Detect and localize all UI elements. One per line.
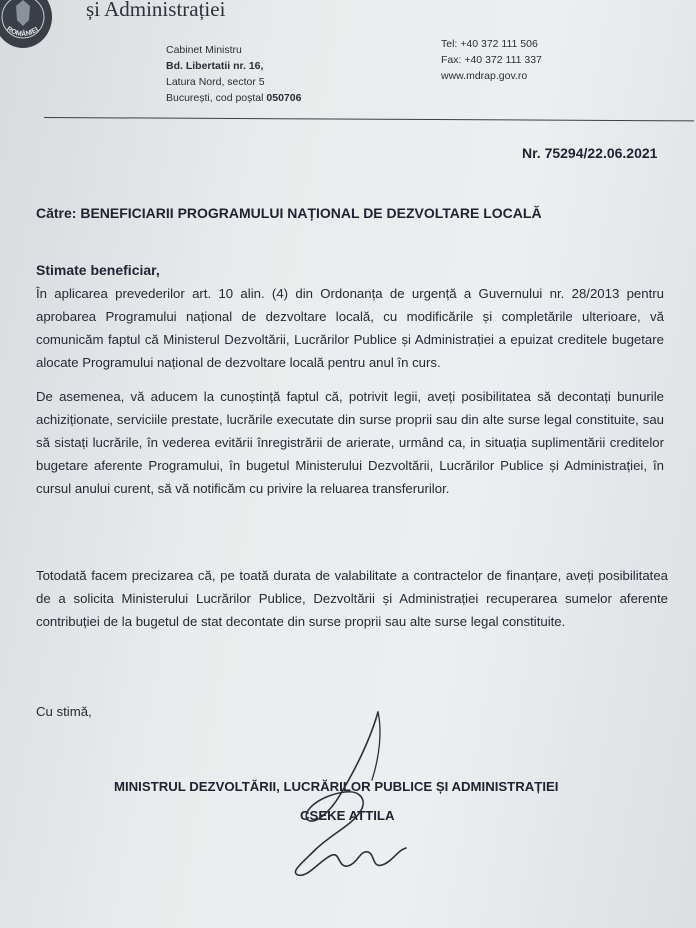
postal-code: 050706 <box>266 92 302 104</box>
address-side: Latura Nord, sector 5 <box>166 76 265 88</box>
signatory-name: CSEKE ATTILA <box>300 808 395 823</box>
website: www.mdrap.gov.ro <box>441 70 528 82</box>
address-street: Bd. Libertatii nr. 16, <box>166 60 264 72</box>
document-number: Nr. 75294/22.06.2021 <box>522 145 658 161</box>
ministry-name: și Administrației <box>86 0 226 21</box>
handwritten-signature <box>260 700 440 890</box>
office-name: Cabinet Ministru <box>166 44 242 56</box>
signatory-title: MINISTRUL DEZVOLTĂRII, LUCRĂRILOR PUBLICE ȘI ADMINISTRAȚIEI <box>114 779 559 794</box>
fax-number: Fax: +40 372 111 337 <box>441 54 542 66</box>
office-address <box>166 42 301 106</box>
contact-block <box>441 36 542 84</box>
header-divider <box>44 117 694 121</box>
crest-text: ROMÂNIEI <box>5 25 40 39</box>
phone-number: Tel: +40 372 111 506 <box>441 38 538 50</box>
closing: Cu stimă, <box>36 704 92 719</box>
paragraph-3: Totodată facem precizarea că, pe toată durata de valabilitate a contractelor de finanțare, aveți posibilitatea de a solicita Ministerului Lucrărilor Publice, Dezvoltării și Administrației recuperarea sumelor aferente contribuției de la bugetul de stat decontate din surse proprii sau alte surse legal constituite. <box>36 568 668 629</box>
paragraph-1: În aplicarea prevederilor art. 10 alin. (4) din Ordonanța de urgență a Guvernului nr. 28/2013 pentru aprobarea Programului național de dezvoltare locală, cu modificările și completările ulterioare, vă comunicăm faptul că Ministerul Dezvoltării, Lucrărilor Publice și Administrației a epuizat creditele bugetare alocate Programului național de dezvoltare locală pentru anul în curs. <box>36 286 664 370</box>
recipient-line: Către: BENEFICIARII PROGRAMULUI NAȚIONAL DE DEZVOLTARE LOCALĂ <box>36 205 542 221</box>
address-city-line <box>166 90 301 106</box>
coat-of-arms-icon <box>0 0 52 48</box>
salutation: Stimate beneficiar, <box>36 262 160 278</box>
paragraph-2: De asemenea, vă aducem la cunoștință faptul că, potrivit legii, aveți posibilitatea să decontați bunurile achiziționate, serviciile prestate, lucrările executate din surse proprii sau din alte surse legal constituite, sau să sistați lucrările, în vederea evitării înregistrării de arierate, urmând ca, in situația suplimentării creditelor bugetare aferente Programului, în bugetul Ministerului Dezvoltării, Lucrărilor Publice și Administrației, în cursul anului curent, să vă notificăm cu privire la reluarea transferurilor. <box>36 389 664 496</box>
address-city: București, cod poștal <box>166 92 267 104</box>
